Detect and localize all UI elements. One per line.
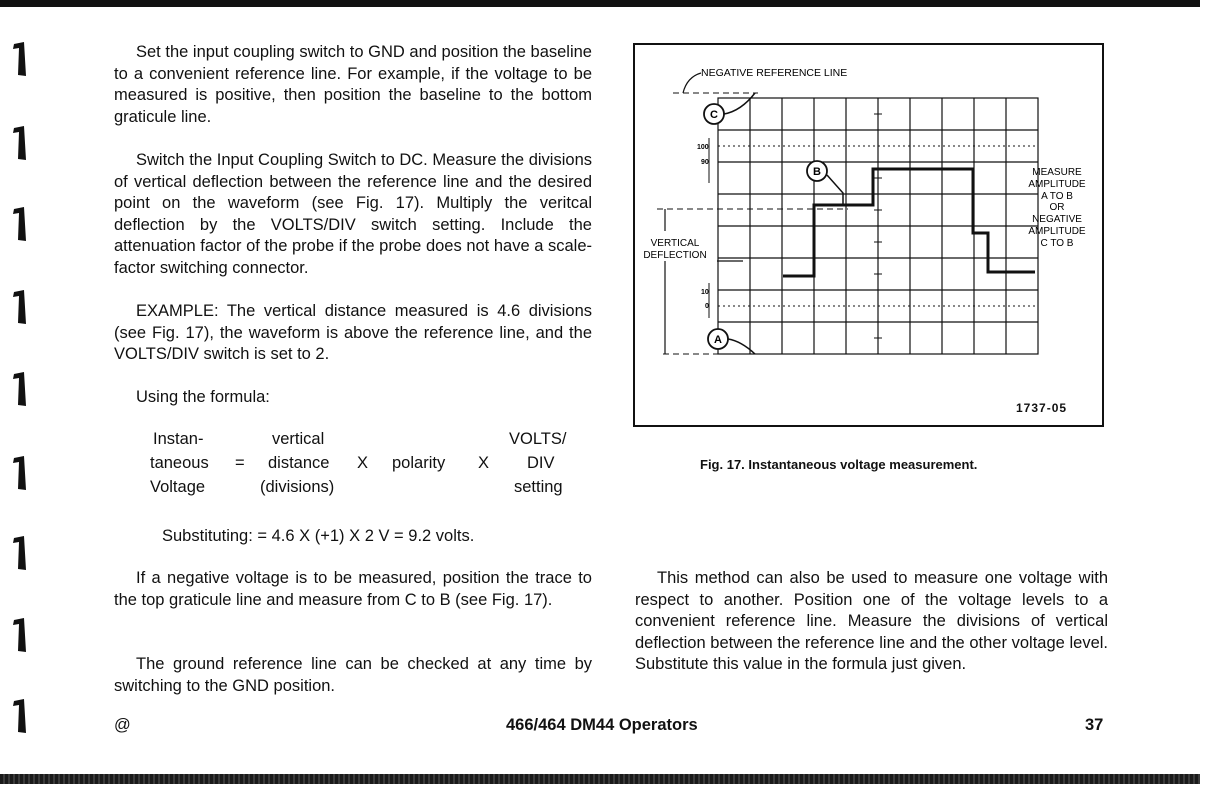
paragraph-using-formula — [114, 387, 592, 409]
negative-reference-pointer — [683, 73, 701, 93]
formula-times: X — [478, 454, 490, 472]
formula-term: taneous — [150, 454, 209, 472]
paragraph-baseline — [114, 42, 592, 128]
marker-b — [807, 161, 843, 205]
waveform-trace — [783, 169, 1035, 276]
formula-term: vertical — [272, 430, 325, 448]
measure-label-line: A TO B — [1041, 191, 1073, 202]
formula-term: (divisions) — [260, 478, 335, 496]
binding-mark — [10, 536, 28, 570]
formula-term: DIV — [527, 454, 555, 472]
vertical-deflection-arrow — [665, 209, 743, 354]
scale-label-90: 90 — [701, 159, 709, 166]
dashed-reference-lines — [657, 93, 848, 354]
measure-amplitude-label — [1028, 167, 1086, 249]
substitution-line: Substituting: = 4.6 X (+1) X 2 V = 9.2 volts. — [162, 527, 475, 545]
measure-label-line: OR — [1049, 202, 1065, 213]
binding-mark — [10, 456, 28, 490]
measure-label-line: MEASURE — [1032, 167, 1082, 178]
measure-label-line: AMPLITUDE — [1028, 226, 1086, 237]
measure-label-line: AMPLITUDE — [1028, 179, 1086, 190]
marker-a — [708, 329, 755, 354]
paragraph-ground-reference — [114, 654, 592, 697]
binding-mark — [10, 372, 28, 406]
paragraph-dc-coupling — [114, 150, 592, 279]
binding-mark — [10, 699, 28, 733]
formula-term: Instan- — [153, 430, 204, 448]
scale-label-10: 10 — [701, 289, 709, 296]
paragraph-relative-voltage-text: This method can also be used to measure one voltage with respect to another. Position one of the voltage levels to a convenient reference line. Measure the divisions of vertical deflection between the reference line and the other voltage level. Substitute this value in the formula just given. — [635, 569, 1108, 673]
formula-term: setting — [514, 478, 563, 496]
formula-times: X — [357, 454, 369, 472]
paragraph-baseline-text: Set the input coupling switch to GND and position the baseline to a convenient reference line. For example, if the voltage to be measured is positive, then position the baseline to the bottom graticule line. — [114, 43, 592, 126]
binding-mark — [10, 42, 28, 76]
formula-term: distance — [268, 454, 330, 472]
formula-term: polarity — [392, 454, 446, 472]
scale-label-100: 100 — [697, 144, 709, 151]
vertical-deflection-label: DEFLECTION — [643, 250, 707, 261]
formula-term: VOLTS/ — [509, 430, 567, 448]
binding-mark — [10, 126, 28, 160]
scale-label-0: 0 — [705, 303, 709, 310]
negative-reference-label: NEGATIVE REFERENCE LINE — [701, 67, 848, 79]
figure-caption: Fig. 17. Instantaneous voltage measurement. — [700, 457, 978, 472]
paragraph-ground-reference-text: The ground reference line can be checked at any time by switching to the GND position. — [114, 655, 592, 695]
figure-17-diagram — [633, 43, 1104, 427]
formula-term: Voltage — [150, 478, 206, 496]
footer-symbol: @ — [114, 716, 131, 734]
binding-mark — [10, 290, 28, 324]
paragraph-dc-coupling-text: Switch the Input Coupling Switch to DC. Measure the divisions of vertical deflection between the reference line and the desired point on the waveform (see Fig. 17). Multiply the veritcal deflection by the VOLTS/DIV switch setting. Include the attenuation factor of the probe if the probe does not have a scale-factor switching connector. — [114, 151, 592, 277]
vertical-deflection-label: VERTICAL — [650, 238, 700, 249]
measure-label-line: NEGATIVE — [1032, 214, 1082, 225]
paragraph-relative-voltage — [635, 568, 1108, 676]
page-number: 37 — [1085, 716, 1104, 734]
paragraph-using-formula-text: Using the formula: — [136, 388, 270, 406]
marker-c-letter: C — [710, 109, 718, 121]
measure-label-line: C TO B — [1040, 238, 1074, 249]
marker-a-letter: A — [714, 334, 722, 346]
footer-title: 466/464 DM44 Operators — [506, 716, 698, 734]
paragraph-negative-voltage-text: If a negative voltage is to be measured, position the trace to the top graticule line and measure from C to B (see Fig. 17). — [114, 569, 592, 609]
binding-mark — [10, 618, 28, 652]
voltage-formula — [150, 430, 590, 505]
paragraph-example-text: EXAMPLE: The vertical distance measured is 4.6 divisions (see Fig. 17), the waveform is above the reference line, and the VOLTS/DIV switch is set to 2. — [114, 302, 592, 363]
paragraph-negative-voltage — [114, 568, 592, 611]
paragraph-example — [114, 301, 592, 366]
top-rule — [0, 0, 1200, 7]
figure-code: 1737-05 — [1016, 401, 1068, 415]
marker-b-letter: B — [813, 166, 821, 178]
binding-mark — [10, 207, 28, 241]
formula-equals: = — [235, 454, 245, 472]
bottom-rule — [0, 774, 1200, 784]
